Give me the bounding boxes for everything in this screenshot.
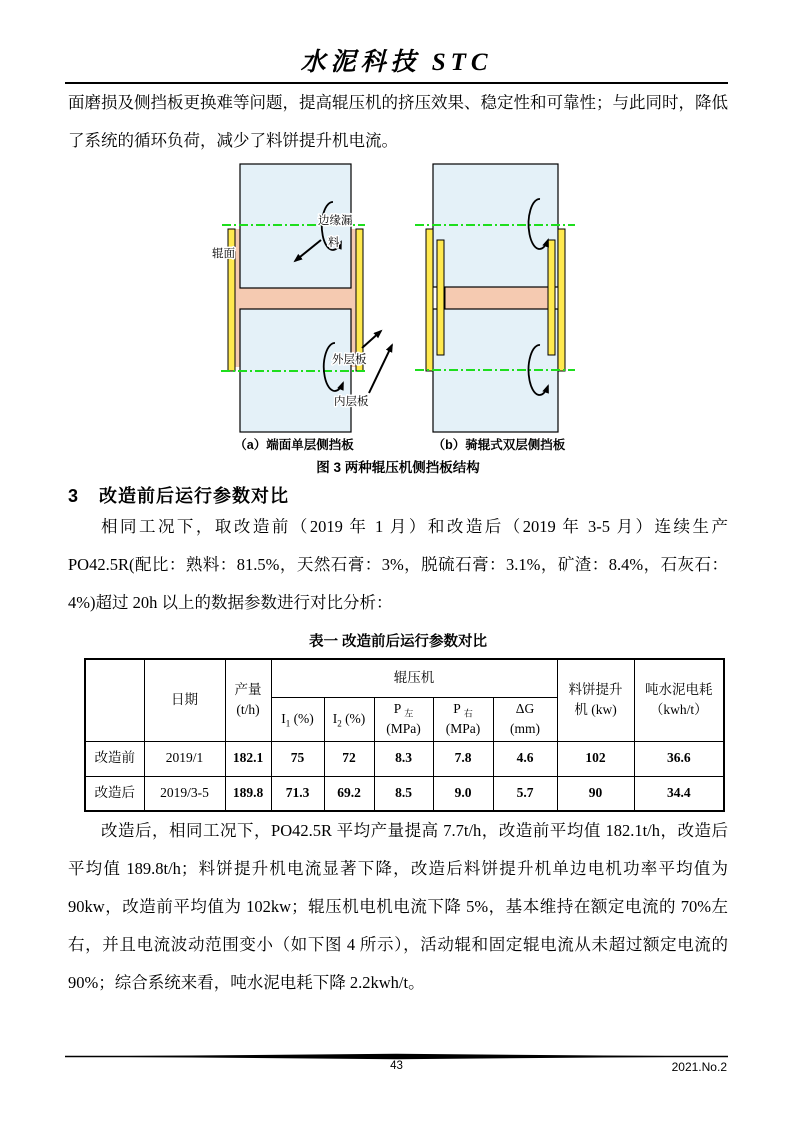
row-p-right: 7.8: [433, 741, 493, 776]
header-p-left-sub: 左: [404, 708, 414, 719]
paragraph-3: 改造后，相同工况下，PO42.5R 平均产量提高 7.7t/h，改造前平均值 182.1t/h，改造后平均值 189.8t/h；料饼提升机电流显著下降，改造后料饼提升机单边电机功率平均值为 90kw，改造前平均值为 102kw；辊压机电机电流下降 5%，基本维持在额定电流的 70%左右，并且电流波动范围变小（如下图 4 所示），活动辊和固定辊电流从未超过额定电流的 90%；综合系统来看，吨水泥电耗下降 2.2kwh/t。: [68, 821, 728, 992]
section-title: 改造前后运行参数对比: [99, 486, 290, 506]
header-date: 日期: [144, 659, 225, 741]
header-consumption-line2: （kwh/t）: [649, 702, 708, 718]
header-i2-sub: 2: [337, 718, 342, 729]
row-delta-g: 5.7: [493, 776, 557, 811]
row-i2: 69.2: [324, 776, 374, 811]
row-consumption: 34.4: [634, 776, 724, 811]
row-p-left: 8.3: [374, 741, 433, 776]
section-number: 3: [68, 486, 80, 506]
inner-plate-arrow: [369, 345, 392, 393]
figure-3: [188, 162, 608, 478]
header-p-left: [374, 697, 433, 741]
row-elevator: 102: [557, 741, 634, 776]
paragraph-1: 面磨损及侧挡板更换难等问题，提高辊压机的挤压效果、稳定性和可靠性；与此同时，降低了系统的循环负荷，减少了料饼提升机电流。: [68, 93, 728, 150]
cake-band-a: [233, 288, 358, 309]
row-date: 2019/3-5: [144, 776, 225, 811]
roller-face-label: 辊面: [212, 248, 235, 260]
header-i1-unit: (%): [293, 710, 314, 726]
outer-baffle-right-b: [558, 229, 565, 371]
header-elevator-line1: 料饼提升: [568, 682, 623, 697]
page-number: 43: [390, 1060, 403, 1072]
baffle-right-a: [356, 229, 363, 371]
header-row-1: [85, 659, 724, 697]
outer-plate-label: 外层板: [332, 354, 367, 366]
caption-b: （b）骑辊式双层侧挡板: [432, 438, 566, 452]
edge-leak-label-line1: 边缘漏: [318, 215, 353, 227]
header-delta-g: [493, 697, 557, 741]
header-elevator-line2: 机 (kw): [574, 702, 617, 718]
header-p-left-unit: (MPa): [386, 721, 421, 736]
row-delta-g: 4.6: [493, 741, 557, 776]
table-row-before: [85, 741, 724, 776]
header-p-right-unit: (MPa): [445, 721, 481, 736]
row-p-left: 8.5: [374, 776, 433, 811]
header-cake-elevator: [557, 659, 634, 741]
page-content: [68, 84, 728, 1002]
row-output: 182.1: [225, 741, 271, 776]
header-power-consumption: [634, 659, 724, 741]
inner-baffle-left-b: [437, 240, 444, 355]
row-i1: 75: [271, 741, 324, 776]
diagram-a-single-layer-baffle: [212, 164, 392, 452]
row-i1: 71.3: [271, 776, 324, 811]
header-i2: [324, 697, 374, 741]
header-delta-g-line1: [494, 699, 557, 719]
header-p-left-line1: [375, 699, 433, 719]
edge-leak-label-line2: 料: [328, 237, 340, 249]
row-label: 改造前: [85, 741, 144, 776]
row-elevator: 90: [557, 776, 634, 811]
cake-band-b: [445, 287, 548, 309]
header-group-roller-press: 辊压机: [271, 659, 557, 697]
footer-rule: [65, 1053, 728, 1060]
header-p-left-base: P: [393, 700, 401, 716]
header-consumption-line1: 吨水泥电耗: [645, 682, 713, 697]
header-delta-g-unit: (mm): [510, 721, 540, 736]
header-output: [225, 659, 271, 741]
diagram-b-double-layer-baffle: [415, 164, 575, 452]
header-output-line2: (t/h): [236, 702, 260, 718]
header-p-right: [433, 697, 493, 741]
header-p-right-line1: [434, 699, 493, 719]
parameters-table: [84, 658, 725, 812]
caption-a: （a）端面单层侧挡板: [234, 438, 354, 452]
header-delta-g-base: ΔG: [515, 700, 535, 716]
table-title: 表一 改造前后运行参数对比: [308, 634, 488, 650]
issue-number: 2021.No.2: [671, 1060, 727, 1074]
footer-rule-taper: [65, 1054, 728, 1059]
row-label: 改造后: [85, 776, 144, 811]
figure-caption: 图 3 两种辊压机侧挡板结构: [316, 460, 480, 475]
header-i1-base: I: [281, 710, 286, 726]
section-heading: [68, 484, 728, 508]
header-p-right-sub: 右: [463, 708, 473, 719]
row-consumption: 36.6: [634, 741, 724, 776]
header-blank-cell: [85, 659, 144, 741]
inner-plate-label: 内层板: [334, 396, 369, 408]
outer-baffle-left-b: [426, 229, 433, 371]
journal-title: 水泥科技 STC: [300, 49, 493, 76]
header-i1-sub: 1: [285, 718, 291, 729]
row-p-right: 9.0: [433, 776, 493, 811]
table-row-after: [85, 776, 724, 811]
outer-plate-arrow: [362, 331, 381, 348]
row-i2: 72: [324, 741, 374, 776]
header-output-line1: 产量: [234, 682, 262, 697]
inner-baffle-right-b: [548, 240, 555, 355]
header-i2-base: I: [332, 710, 338, 726]
header-i2-unit: (%): [345, 710, 366, 726]
paragraph-2: 相同工况下，取改造前（2019 年 1 月）和改造后（2019 年 3-5 月）连续生产 PO42.5R(配比：熟料：81.5%，天然石膏：3%，脱硫石膏：3.1%，矿渣：8.4%，石灰石：4%)超过 20h 以上的数据参数进行对比分析：: [68, 517, 728, 612]
row-date: 2019/1: [144, 741, 225, 776]
row-output: 189.8: [225, 776, 271, 811]
header-p-right-base: P: [453, 700, 461, 716]
header-i1: [271, 697, 324, 741]
